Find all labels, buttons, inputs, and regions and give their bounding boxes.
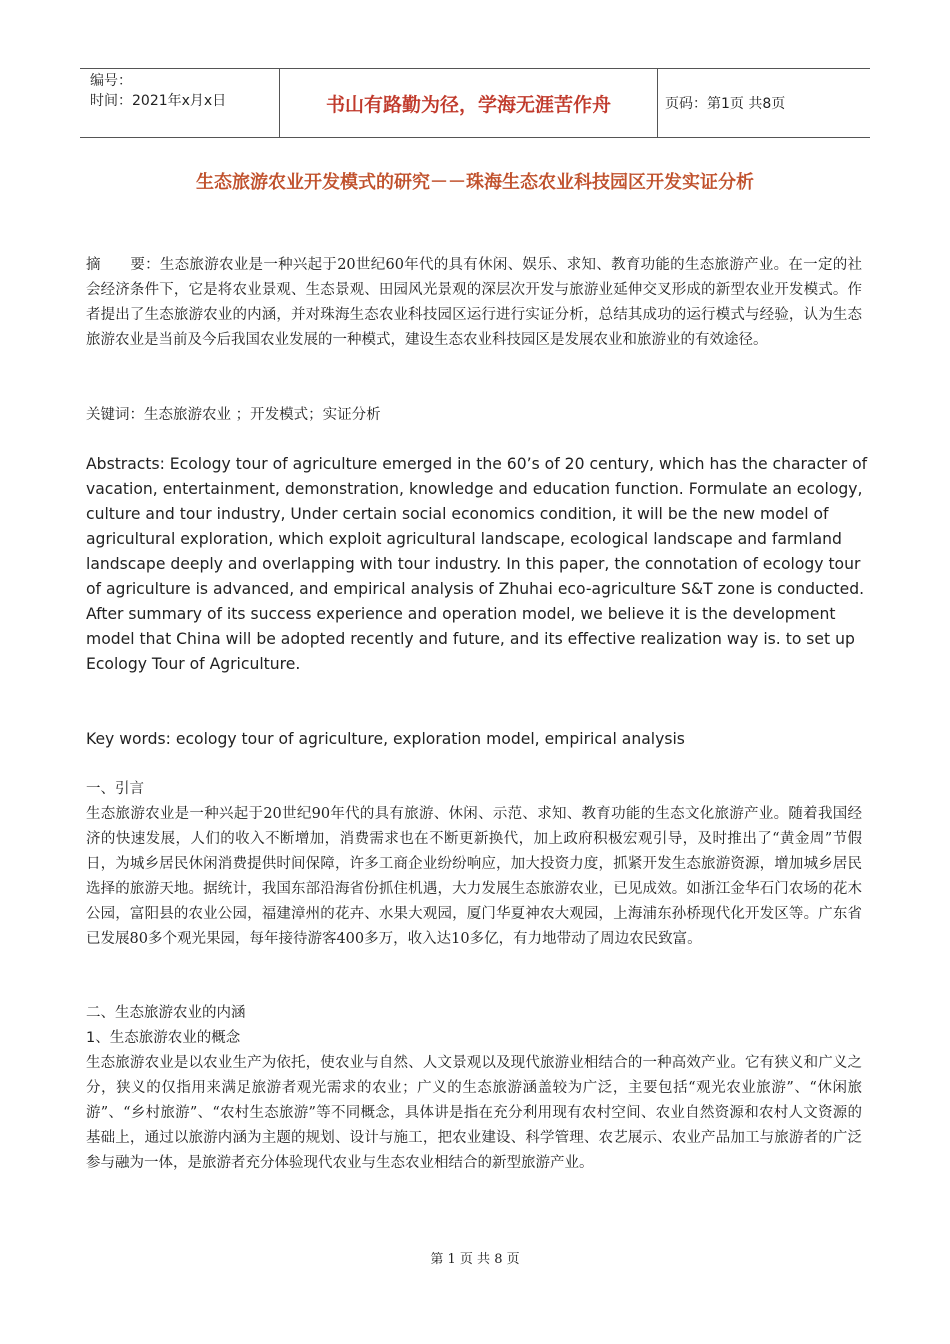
section2-body: 生态旅游农业是以农业生产为依托，使农业与自然、人文景观以及现代旅游业相结合的一种高效产业。它有狭义和广义之分，狭义的仅指用来满足旅游者观光需求的农业；广义的生态旅游涵盖较为广泛，主要包括“观光农业旅游”、“休闲旅游”、“乡村旅游”、“农村生态旅游”等不同概念，具体讲是指在充分利用现有农村空间、农业自然资源和农村人文资源的基础上，通过以旅游内涵为主题的规划、设计与施工，把农业建设、科学管理、农艺展示、农业产品加工与旅游者的广泛参与融为一体，是旅游者充分体验现代农业与生态农业相结合的新型旅游产业。 (86, 1055, 862, 1171)
document-time-label: 时间：2021年x月x日 (90, 93, 227, 109)
header-meta (80, 69, 280, 137)
keywords-cn-block (86, 403, 862, 428)
header-motto: 书山有路勤为径，学海无涯苦作舟 (280, 69, 658, 137)
keywords-en: Key words: ecology tour of agriculture, exploration model, empirical analysis (86, 730, 685, 748)
abstract-cn-block (86, 253, 862, 353)
abstract-en: Abstracts: Ecology tour of agriculture emerged in the 60’s of 20 century, which has the character of vacation, entertainment, demonstration, knowledge and education function. Formulate an ecology, culture and tour industry, Under certain social economics condition, it will be the new model of agricultural exploration, which exploit agricultural landscape, ecological landscape and farmland landscape deeply and overlapping with tour industry. In this paper, the connotation of ecology tour of agriculture is advanced, and empirical analysis of Zhuhai eco-agriculture S&T zone is conducted. After summary of its success experience and operation model, we believe it is the development model that China will be adopted recently and future, and its effective realization way is. to set up Ecology Tour of Agriculture. (86, 455, 868, 673)
document-number-label: 编号： (90, 73, 132, 89)
abstract-en-block (86, 452, 870, 677)
section-introduction (86, 777, 862, 952)
section2-heading: 二、生态旅游农业的内涵 (86, 1005, 246, 1021)
page-footer: 第 1 页 共 8 页 (430, 1252, 520, 1267)
abstract-cn: 摘 要：生态旅游农业是一种兴起于20世纪60年代的具有休闲、娱乐、求知、教育功能的生态旅游产业。在一定的社会经济条件下，它是将农业景观、生态景观、田园风光景观的深层次开发与旅游业延伸交叉形成的新型农业开发模式。作者提出了生态旅游农业的内涵，并对珠海生态农业科技园区运行进行实证分析，总结其成功的运行模式与经验，认为生态旅游农业是当前及今后我国农业发展的一种模式，建设生态农业科技园区是发展农业和旅游业的有效途径。 (86, 257, 862, 348)
page-header (80, 68, 870, 138)
section-connotation (86, 1001, 862, 1176)
section1-heading: 一、引言 (86, 781, 144, 797)
keywords-cn: 关键词：生态旅游农业 ；开发模式；实证分析 (86, 407, 381, 423)
keywords-en-block (86, 727, 862, 752)
section2-subheading: 1、生态旅游农业的概念 (86, 1030, 241, 1046)
document-title: 生态旅游农业开发模式的研究－－珠海生态农业科技园区开发实证分析 (196, 172, 754, 193)
section1-body: 生态旅游农业是一种兴起于20世纪90年代的具有旅游、休闲、示范、求知、教育功能的生态文化旅游产业。随着我国经济的快速发展，人们的收入不断增加，消费需求也在不断更新换代，加上政府积极宏观引导，及时推出了“黄金周”节假日，为城乡居民休闲消费提供时间保障，许多工商企业纷纷响应，加大投资力度，抓紧开发生态旅游资源，增加城乡居民选择的旅游天地。据统计，我国东部沿海省份抓住机遇，大力发展生态旅游农业，已见成效。如浙江金华石门农场的花木公园，富阳县的农业公园，福建漳州的花卉、水果大观园，厦门华夏神农大观园，上海浦东孙桥现代化开发区等。广东省已发展80多个观光果园，每年接待游客400多万，收入达10多亿，有力地带动了周边农民致富。 (86, 806, 862, 947)
header-page-info: 页码：第1页 共8页 (665, 96, 786, 112)
